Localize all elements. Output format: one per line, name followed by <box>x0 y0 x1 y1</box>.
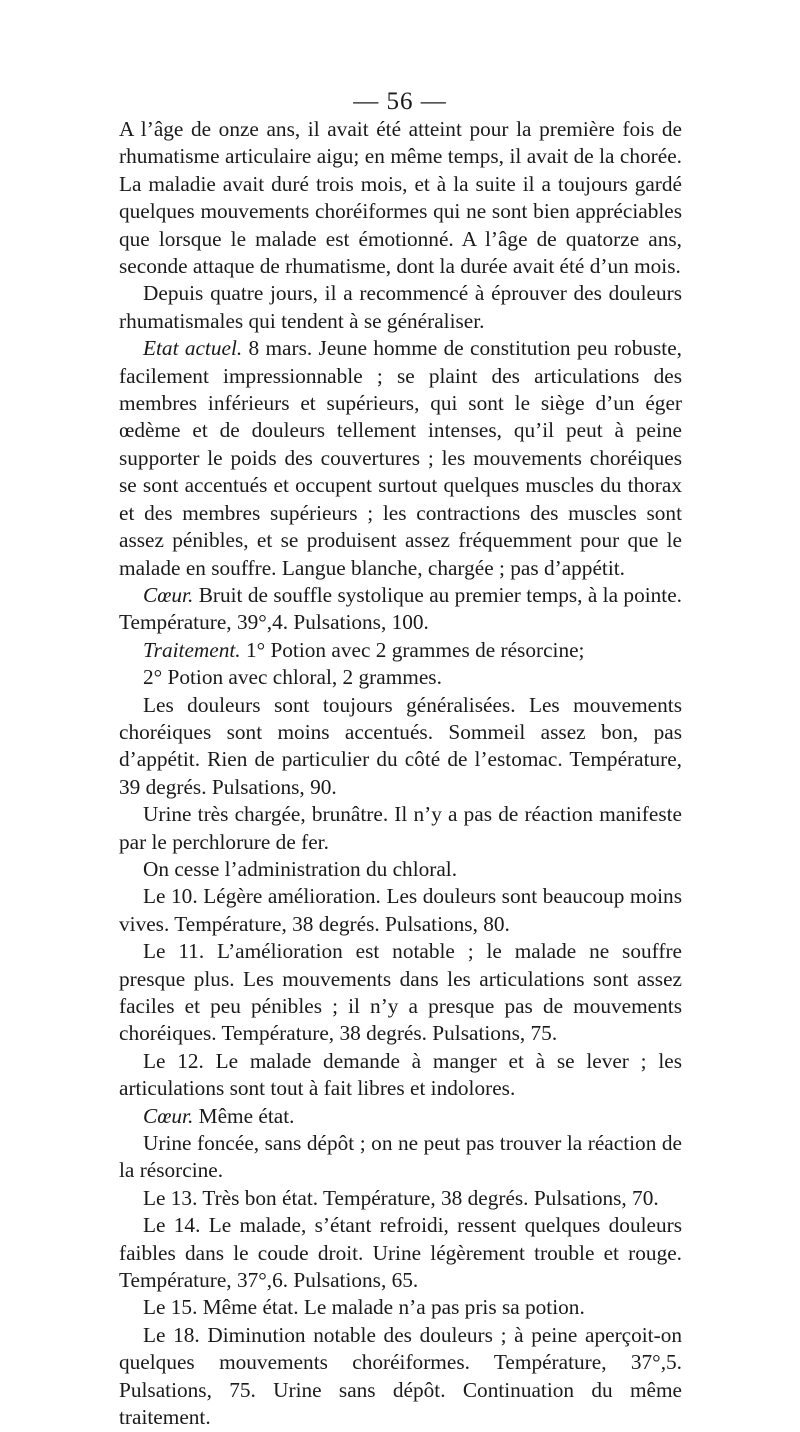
paragraph-heading: Etat actuel. <box>143 336 243 361</box>
paragraph-text: On cesse l’administration du chloral. <box>143 856 458 881</box>
paragraph-text: Bruit de souffle systolique au premier temps, à la pointe. Température, 39°,4. Pulsations, 100. <box>119 582 682 635</box>
paragraph-text: Même état. <box>193 1103 295 1128</box>
paragraph <box>119 1294 682 1321</box>
paragraph-text: 8 mars. Jeune homme de constitution peu robuste, facilement impressionnable ; se plaint des articulations des membres inférieurs et supérieurs, qui sont le siège d’un éger œdème et de douleurs tellement intenses, qu’il peut à peine supporter le poids des couvertures ; les mouvements choréiques se sont accentués et occupent surtout quelques muscles du thorax et des membres supérieurs ; les contractions des muscles sont assez pénibles, et se produisent assez fréquemment pour que le malade en souffre. Langue blanche, chargée ; pas d’appétit. <box>119 336 682 580</box>
paragraph <box>119 1130 682 1185</box>
paragraph-heading: Cœur. <box>143 582 194 607</box>
paragraph-text: Le 11. L’amélioration est notable ; le malade ne souffre presque plus. Les mouvements dans les articulations sont assez faciles et peu pénibles ; il n’y a presque pas de mouvements choréiques. Température, 38 degrés. Pulsations, 75. <box>119 939 682 1046</box>
paragraph-text: Le 18. Diminution notable des douleurs ; à peine aperçoit-on quelques mouvements choréiformes. Température, 37°,5. Pulsations, 75. Urine sans dépôt. Continuation du même traitement. <box>119 1322 682 1430</box>
paragraph <box>119 1212 682 1294</box>
paragraph <box>119 664 682 691</box>
paragraph <box>119 938 682 1048</box>
paragraph-text: Le 10. Légère amélioration. Les douleurs sont beaucoup moins vives. Température, 38 degrés. Pulsations, 80. <box>119 884 682 936</box>
paragraph-text: A l’âge de onze ans, il avait été atteint pour la première fois de rhumatisme articulaire aigu; en même temps, il avait de la chorée. La maladie avait duré trois mois, et à la suite il a toujours gardé quelques mouvements choréiformes qui ne sont bien appréciables que lorsque le malade est émotionné. A l’âge de quatorze ans, seconde attaque de rhumatisme, dont la durée avait été d’un mois. <box>119 117 682 279</box>
paragraph <box>119 116 682 280</box>
paragraph <box>119 637 682 664</box>
paragraph <box>119 1048 682 1103</box>
paragraph <box>119 1103 682 1130</box>
paragraph-text: 2° Potion avec chloral, 2 grammes. <box>143 665 442 690</box>
paragraph <box>119 1185 682 1212</box>
paragraph <box>119 582 682 637</box>
paragraph-text: Le 15. Même état. Le malade n’a pas pris sa potion. <box>143 1295 585 1320</box>
paragraph <box>119 335 682 582</box>
paragraph-heading: Traitement. <box>143 637 241 662</box>
paragraph-text: Le 13. Très bon état. Température, 38 degrés. Pulsations, 70. <box>143 1185 659 1210</box>
paragraph-text: Les douleurs sont toujours généralisées. Les mouvements choréiques sont moins accentués. Sommeil assez bon, pas d’appétit. Rien de particulier du côté de l’estomac. Température, 39 degrés. Pulsations, 90. <box>119 692 682 799</box>
paragraph-text: Urine foncée, sans dépôt ; on ne peut pas trouver la réaction de la résorcine. <box>119 1131 682 1183</box>
paragraph-text: Le 14. Le malade, s’étant refroidi, ressent quelques douleurs faibles dans le coude droit. Urine légèrement trouble et rouge. Température, 37°,6. Pulsations, 65. <box>119 1213 682 1293</box>
paragraph <box>119 280 682 335</box>
paragraph-text: Le 12. Le malade demande à manger et à se lever ; les articulations sont tout à fait libres et indolores. <box>119 1048 682 1101</box>
body-text <box>119 116 682 1432</box>
paragraph-text: Depuis quatre jours, il a recommencé à éprouver des douleurs rhumatismales qui tendent à se généraliser. <box>119 281 682 333</box>
paragraph-heading: Cœur. <box>143 1103 194 1128</box>
paragraph <box>119 883 682 938</box>
paragraph <box>119 692 682 802</box>
page-number: — 56 — <box>353 88 447 115</box>
paragraph-text: 1° Potion avec 2 grammes de résorcine; <box>240 637 585 662</box>
paragraph <box>119 1322 682 1432</box>
paragraph-text: Urine très chargée, brunâtre. Il n’y a pas de réaction manifeste par le perchlorure de fer. <box>119 802 682 854</box>
paragraph <box>119 801 682 856</box>
paragraph <box>119 856 682 883</box>
